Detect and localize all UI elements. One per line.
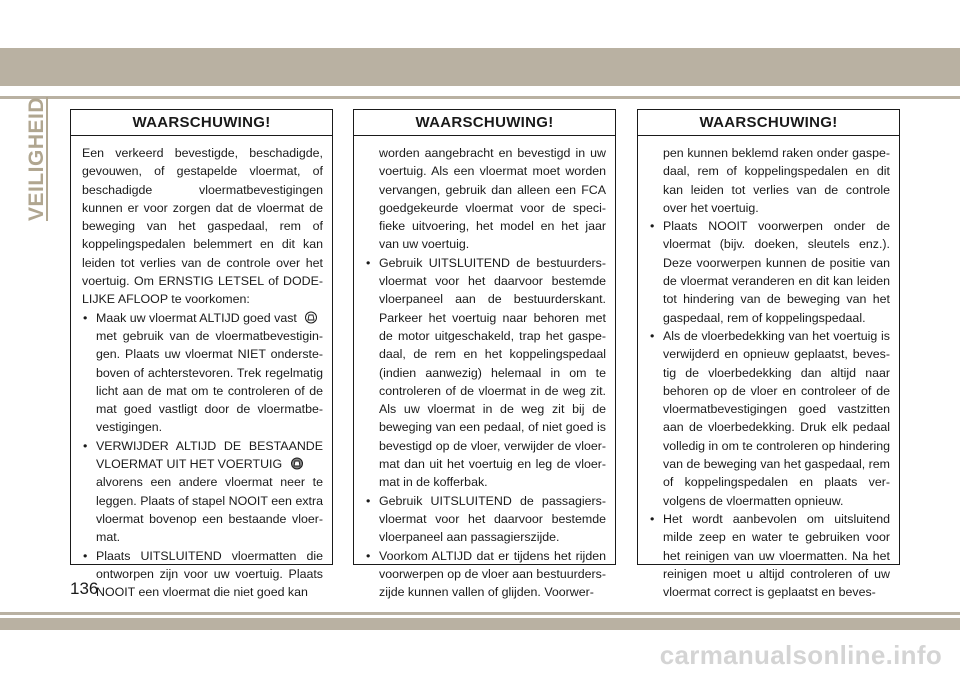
page-number: 136 [70,579,99,598]
warning-body [354,136,615,601]
section-title-text: VEILIGHEID [25,96,48,222]
floor-mat-icon [304,311,318,324]
warning-box-3 [637,109,900,600]
watermark: carmanualsonline.info [659,640,942,670]
list-item: • Plaats NOOIT voorwerpen onder de vloermat (bijv. doeken, sleutels enz.). Deze voorwerpen kunnen de positie van de vloermat veranderen en dit kan leiden tot hindering van de beweging van het gaspedaal, rem of koppelingspedaal. [649,217,890,327]
footer-rule [0,612,960,615]
list-item: • Voorkom ALTIJD dat er tijdens het rijden voorwerpen op de vloer aan bestuurderszijde kunnen vallen of glijden. Voorwer- [365,547,606,602]
footer-band [0,618,960,630]
warning-header: WAARSCHUWING! [354,110,615,136]
list-item: • Gebruik UITSLUITEND de bestuurdersvloermat voor het daarvoor bestemde vloerpaneel aan de bestuurderskant. Parkeer het voertuig naar behoren met de motor uitgeschakeld, trap het gaspedaal, de rem en het koppelingspedaal (indien aanwezig) helemaal in om te controleren of de vloermat in de weg zit. Als uw vloermat in de weg zit bij de beweging van een pedaal, of niet goed is bevestigd op de vloer, verwijder de vloermat dan uit het voertuig en leg de vloermat in de kofferbak. [365,254,606,492]
list-item: • VERWIJDER ALTIJD DE BESTAANDE VLOERMAT UIT HET VOERTUIG alvorens een andere vloermat neer te leggen. Plaats of stapel NOOIT een extra vloermat bovenop een bestaande vloermat. [82,437,323,547]
warning-continuation: pen kunnen beklemd raken onder gaspedaal, rem of koppelingspedalen en dit kan leiden tot verlies van de controle over het voertuig. [663,146,890,215]
warning-body [638,136,899,601]
header-band [0,48,960,86]
list-item: • Het wordt aanbevolen om uitsluitend milde zeep en water te gebruiken voor het reinigen van uw vloermatten. Na het reinigen moet u altijd controleren of uw vloermat correct is geplaatst en beves- [649,510,890,601]
warning-intro: Een verkeerd bevestigde, beschadigde, gevouwen, of gestapelde vloermat, of beschadigde vloermatbevestigingen kunnen er voor zorgen dat de vloermat de beweging van het gaspedaal, rem of koppelingspedalen belemmert en dit kan leiden tot verlies van de controle over het voertuig. Om ERNSTIG LETSEL of DODELIJKE AFLOOP te voorkomen: [82,146,323,307]
warning-box-2 [353,109,616,600]
warning-body [71,136,332,601]
warning-header: WAARSCHUWING! [638,110,899,136]
list-item: • Als de vloerbedekking van het voertuig is verwijderd en opnieuw geplaatst, bevestig de vloerbedekking dan altijd naar behoren op de vloer en controleer of de vloermatbevestigingen goed vastzitten aan de vloerbedekking. Druk elk pedaal volledig in om te controleren op hindering van de beweging van het gaspedaal, rem of koppelingspedalen en plaats vervolgens de vloermatten opnieuw. [649,327,890,510]
list-item: • Gebruik UITSLUITEND de passagiersvloermat voor het daarvoor bestemde vloerpaneel aan passagierszijde. [365,492,606,547]
header-rule [0,96,960,99]
list-item: • Maak uw vloermat ALTIJD goed vast met gebruik van de vloermatbevestigingen. Plaats uw vloermat NIET ondersteboven of achterstevoren. Trek regelmatig licht aan de mat om te controleren of de mat goed vastligt door de vloermatbevestigingen. [82,309,323,437]
warning-header: WAARSCHUWING! [71,110,332,136]
floor-mat-icon [290,457,304,470]
list-item: • Plaats UITSLUITEND vloermatten die ontworpen zijn voor uw voertuig. Plaats NOOIT een vloermat die niet goed kan [82,547,323,602]
warning-continuation: worden aangebracht en bevestigd in uw voertuig. Als een vloermat moet worden vervangen, gebruik dan alleen een FCA goedgekeurde vloermat voor de specifieke uitvoering, het model en het jaar van uw voertuig. [379,146,606,252]
section-title [22,96,52,222]
